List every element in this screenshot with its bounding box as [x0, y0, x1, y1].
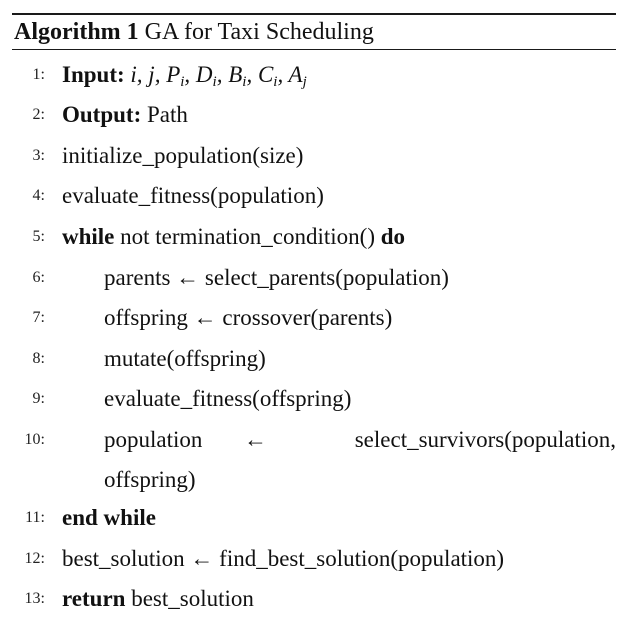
- algorithm-title: [14, 18, 374, 46]
- line-number: 11:: [25, 509, 45, 526]
- line-text: parents ← select_parents(population): [104, 265, 449, 290]
- algorithm-line-8: [12, 344, 616, 374]
- line-number: 5:: [32, 228, 45, 245]
- line-number: 1:: [32, 66, 45, 83]
- algorithm-line-5: [12, 222, 616, 252]
- keyword-do: do: [380, 224, 406, 249]
- line-number: 8:: [32, 350, 45, 367]
- line-text: initialize_population(size): [62, 143, 304, 168]
- line-text: not termination_condition(): [120, 224, 376, 249]
- algorithm-line-6: [12, 263, 616, 293]
- keyword-input: Input:: [62, 62, 125, 87]
- line-text: Path: [147, 102, 188, 127]
- title-rule: [12, 49, 616, 50]
- algorithm-name: GA for Taxi Scheduling: [144, 19, 374, 45]
- algorithm-box: [12, 13, 616, 625]
- line-number: 3:: [32, 147, 45, 164]
- line-number: 7:: [32, 309, 45, 326]
- algorithm-line-9: [12, 384, 616, 414]
- algorithm-line-13: [12, 584, 616, 614]
- line-text: evaluate_fitness(offspring): [104, 386, 352, 411]
- line-text: mutate(offspring): [104, 346, 266, 371]
- assign-arrow: ←: [244, 427, 267, 452]
- keyword-end-while: end while: [62, 505, 156, 530]
- line-text: evaluate_fitness(population): [62, 183, 324, 208]
- top-rule: [12, 13, 616, 15]
- line-text: offspring ← crossover(parents): [104, 305, 393, 330]
- algorithm-line-4: [12, 181, 616, 211]
- line-number: 9:: [32, 390, 45, 407]
- line-number: 6:: [32, 269, 45, 286]
- algorithm-line-11: [12, 503, 616, 533]
- line-rhs: select_survivors(population,: [354, 427, 616, 452]
- keyword-return: return: [62, 586, 126, 611]
- algorithm-line-1: [12, 60, 616, 90]
- algorithm-line-7: [12, 303, 616, 333]
- line-number: 10:: [24, 431, 45, 448]
- input-variables: i, j, $P_i$, $D_i$, $B_i$, $C_i$, $A_j$: [130, 62, 307, 90]
- keyword-while: while: [62, 224, 115, 249]
- line-lhs: population: [104, 427, 203, 452]
- algorithm-line-10-continued: [12, 465, 616, 495]
- algorithm-line-10: [12, 425, 616, 455]
- line-number: 12:: [24, 550, 45, 567]
- algorithm-label: Algorithm 1: [14, 19, 139, 45]
- algorithm-line-2: [12, 100, 616, 130]
- algorithm-line-3: [12, 141, 616, 171]
- line-number: 2:: [32, 106, 45, 123]
- line-text: best_solution ← find_best_solution(population): [62, 546, 505, 571]
- line-number: 4:: [32, 187, 45, 204]
- algorithm-line-12: [12, 544, 616, 574]
- line-number: 13:: [24, 590, 45, 607]
- keyword-output: Output:: [62, 102, 142, 127]
- line-text: best_solution: [131, 586, 254, 611]
- line-text: offspring): [104, 467, 196, 492]
